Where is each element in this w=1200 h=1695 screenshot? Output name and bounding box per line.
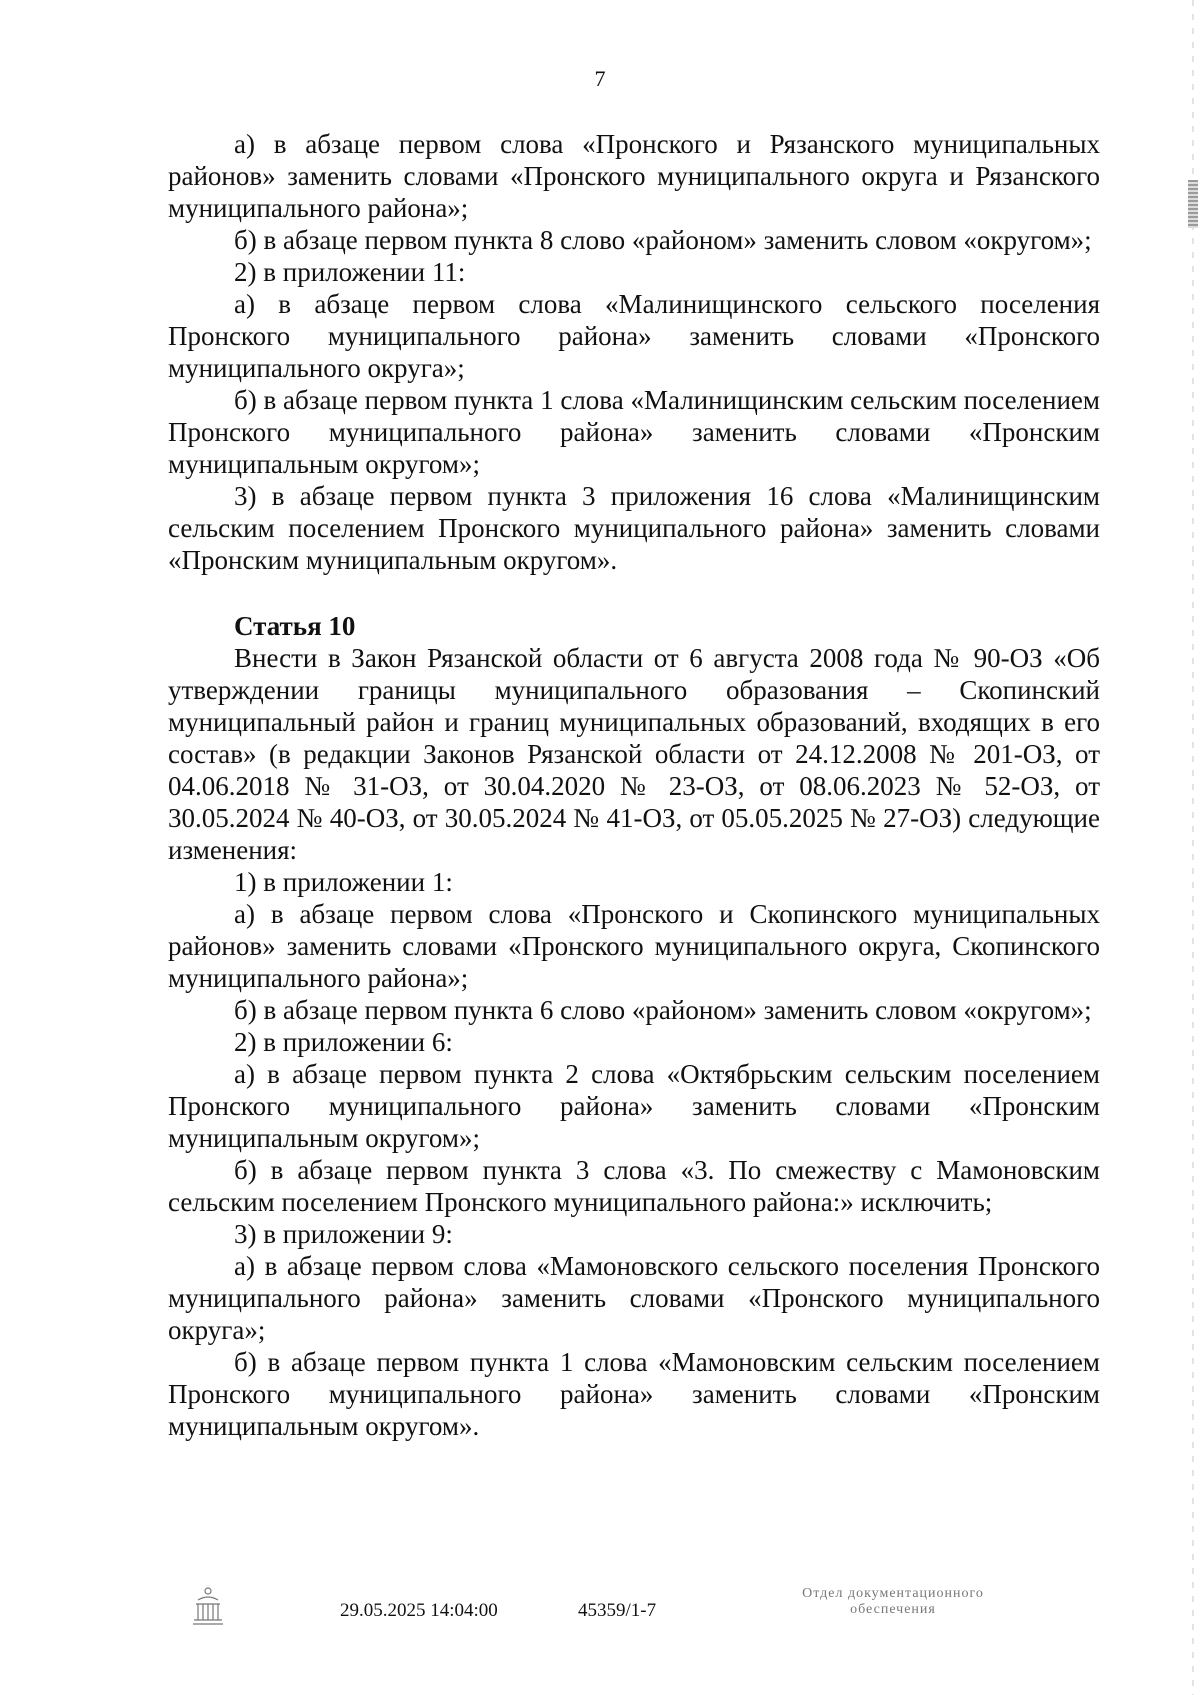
scan-edge-mark	[1192, 0, 1194, 1695]
page-footer	[0, 1586, 1200, 1646]
paragraph: 3) в приложении 9:	[234, 1219, 453, 1249]
paragraph: 1) в приложении 1:	[234, 867, 453, 897]
scan-barcode-mark	[1188, 180, 1198, 228]
footer-doc-code: 45359/1-7	[578, 1600, 657, 1621]
paragraph: а) в абзаце первом слова «Малинищинского сельского поселения Пронского муниципального района» заменить словами «Пронского муниципального округа»;	[168, 289, 1100, 383]
paragraph: б) в абзаце первом пункта 6 слово «районом» заменить словом «округом»;	[234, 995, 1092, 1025]
paragraph: а) в абзаце первом слова «Мамоновского сельского поселения Пронского муниципального района» заменить словами «Пронского муниципального округа»;	[168, 1251, 1100, 1345]
paragraph: 2) в приложении 6:	[234, 1027, 453, 1057]
page-number: 7	[594, 66, 606, 91]
paragraph: 3) в абзаце первом пункта 3 приложения 16 слова «Малинищинским сельским поселением Пронского муниципального района» заменить словами «Пронским муниципальным округом».	[168, 481, 1100, 575]
paragraph: б) в абзаце первом пункта 1 слова «Мамоновским сельским поселением Пронского муниципального района» заменить словами «Пронским муниципальным округом».	[168, 1347, 1100, 1441]
paragraph: б) в абзаце первом пункта 1 слова «Малинищинским сельским поселением Пронского муниципального района» заменить словами «Пронским муниципальным округом»;	[168, 385, 1100, 479]
paragraph: б) в абзаце первом пункта 3 слова «3. По смежеству с Мамоновским сельским поселением Пронского муниципального района:» исключить;	[168, 1155, 1100, 1217]
article-title: Статья 10	[234, 611, 356, 641]
stamp-line: Отдел документационного	[802, 1586, 984, 1601]
stamp-line: обеспечения	[850, 1602, 936, 1617]
paragraph: б) в абзаце первом пункта 8 слово «районом» заменить словом «округом»;	[234, 225, 1092, 255]
document-body	[168, 128, 1100, 1442]
paragraph: Внести в Закон Рязанской области от 6 августа 2008 года № 90-ОЗ «Об утверждении границы муниципального образования – Скопинский муниципальный район и границ муниципальных образований, входящих в его состав» (в редакции Законов Рязанской области от 24.12.2008 № 201-ОЗ, от 04.06.2018 № 31-ОЗ, от 30.04.2020 № 23-ОЗ, от 08.06.2023 № 52-ОЗ, от 30.05.2024 № 40-ОЗ, от 30.05.2024 № 41-ОЗ, от 05.05.2025 № 27-ОЗ) следующие изменения:	[168, 643, 1100, 865]
emblem-icon	[190, 1586, 226, 1628]
department-stamp	[758, 1586, 1028, 1618]
paragraph: а) в абзаце первом слова «Пронского и Скопинского муниципальных районов» заменить словами «Пронского муниципального округа, Скопинского муниципального района»;	[168, 899, 1100, 993]
paragraph: 2) в приложении 11:	[234, 257, 466, 287]
paragraph: а) в абзаце первом пункта 2 слова «Октябрьским сельским поселением Пронского муниципального района» заменить словами «Пронским муниципальным округом»;	[168, 1059, 1100, 1153]
paragraph: а) в абзаце первом слова «Пронского и Рязанского муниципальных районов» заменить словами «Пронского муниципального округа и Рязанского муниципального района»;	[168, 129, 1100, 223]
footer-datetime: 29.05.2025 14:04:00	[340, 1600, 498, 1621]
